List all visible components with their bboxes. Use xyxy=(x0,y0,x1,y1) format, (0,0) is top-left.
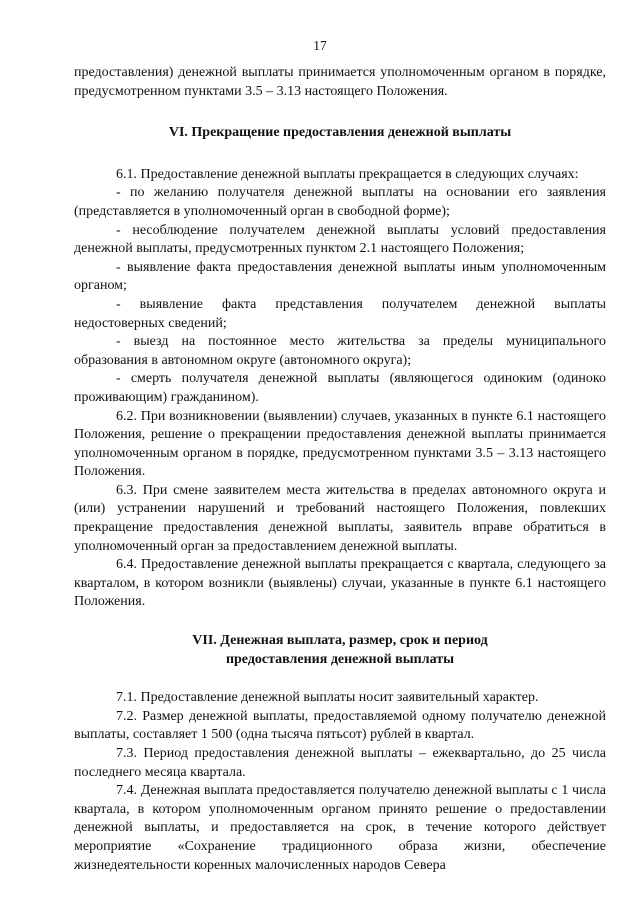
paragraph-6-1: 6.1. Предоставление денежной выплаты прекращается в следующих случаях: xyxy=(116,166,579,182)
bullet-item: - несоблюдение получателем денежной выплаты условий предоставления денежной выплаты, предусмотренных пунктом 2.1 настоящего Положения; xyxy=(74,222,606,257)
paragraph-7-3: 7.3. Период предоставления денежной выплаты – ежеквартально, до 25 числа последнего месяца квартала. xyxy=(74,746,606,780)
paragraph-6-2: 6.2. При возникновении (выявлении) случаев, указанных в пункте 6.1 настоящего Положения, решение о прекращении предоставления денежной выплаты принимается уполномоченным органом в порядке, предусмотренном пунктами 3.5 – 3.13 настоящего Положения. xyxy=(74,408,606,480)
section-6-heading: VI. Прекращение предоставления денежной выплаты xyxy=(168,125,512,141)
section-7-heading xyxy=(74,632,606,669)
section-7-heading-line-1: VII. Денежная выплата, размер, срок и период xyxy=(192,633,488,649)
bullet-item: - выявление факта предоставления денежной выплаты иным уполномоченным органом; xyxy=(74,259,606,294)
paragraph-6-4: 6.4. Предоставление денежной выплаты прекращается с квартала, следующего за кварталом, в котором возникли (выявлены) случаи, указанные в пункте 6.1 настоящего Положения. xyxy=(74,557,606,610)
bullet-item: - выявление факта представления получателем денежной выплаты недостоверных сведений; xyxy=(74,296,606,331)
section-7-heading-line-2: предоставления денежной выплаты xyxy=(225,651,455,667)
paragraph-7-2: 7.2. Размер денежной выплаты, предоставляемой одному получателю денежной выплаты, составляет 1 500 (одна тысяча пятьсот) рублей в квартал. xyxy=(74,708,606,743)
bullet-item: - выезд на постоянное место жительства за пределы муниципального образования в автономном округе (автономного округа); xyxy=(74,334,606,368)
bullet-item: - по желанию получателя денежной выплаты на основании его заявления (представляется в уполномоченный орган в свободной форме); xyxy=(74,185,606,219)
paragraph-7-4: 7.4. Денежная выплата предоставляется получателю денежной выплаты с 1 числа квартала, в котором уполномоченным органом принято решение о предоставлении денежной выплаты, и предоставляется на срок, в течение которого действует мероприятие «Сохранение традиционного образа жизни, обеспечение жизнедеятельности коренных малочисленных народов Севера xyxy=(74,783,606,873)
intro-paragraph: предоставления) денежной выплаты принимается уполномоченным органом в порядке, предусмотренном пунктами 3.5 – 3.13 настоящего Положения. xyxy=(74,65,606,99)
page-number: 17 xyxy=(313,38,327,53)
document-body xyxy=(74,64,606,875)
paragraph-6-3: 6.3. При смене заявителем места жительства в пределах автономного округа и (или) устранении нарушений и требований настоящего Положения, повлекших прекращение предоставления денежной выплаты, заявитель вправе обратиться в уполномоченный орган за предоставлением денежной выплаты. xyxy=(74,482,606,554)
bullet-item: - смерть получателя денежной выплаты (являющегося одиноким (одиноко проживающим) гражданином). xyxy=(74,371,606,405)
paragraph-7-1: 7.1. Предоставление денежной выплаты носит заявительный характер. xyxy=(116,690,539,706)
